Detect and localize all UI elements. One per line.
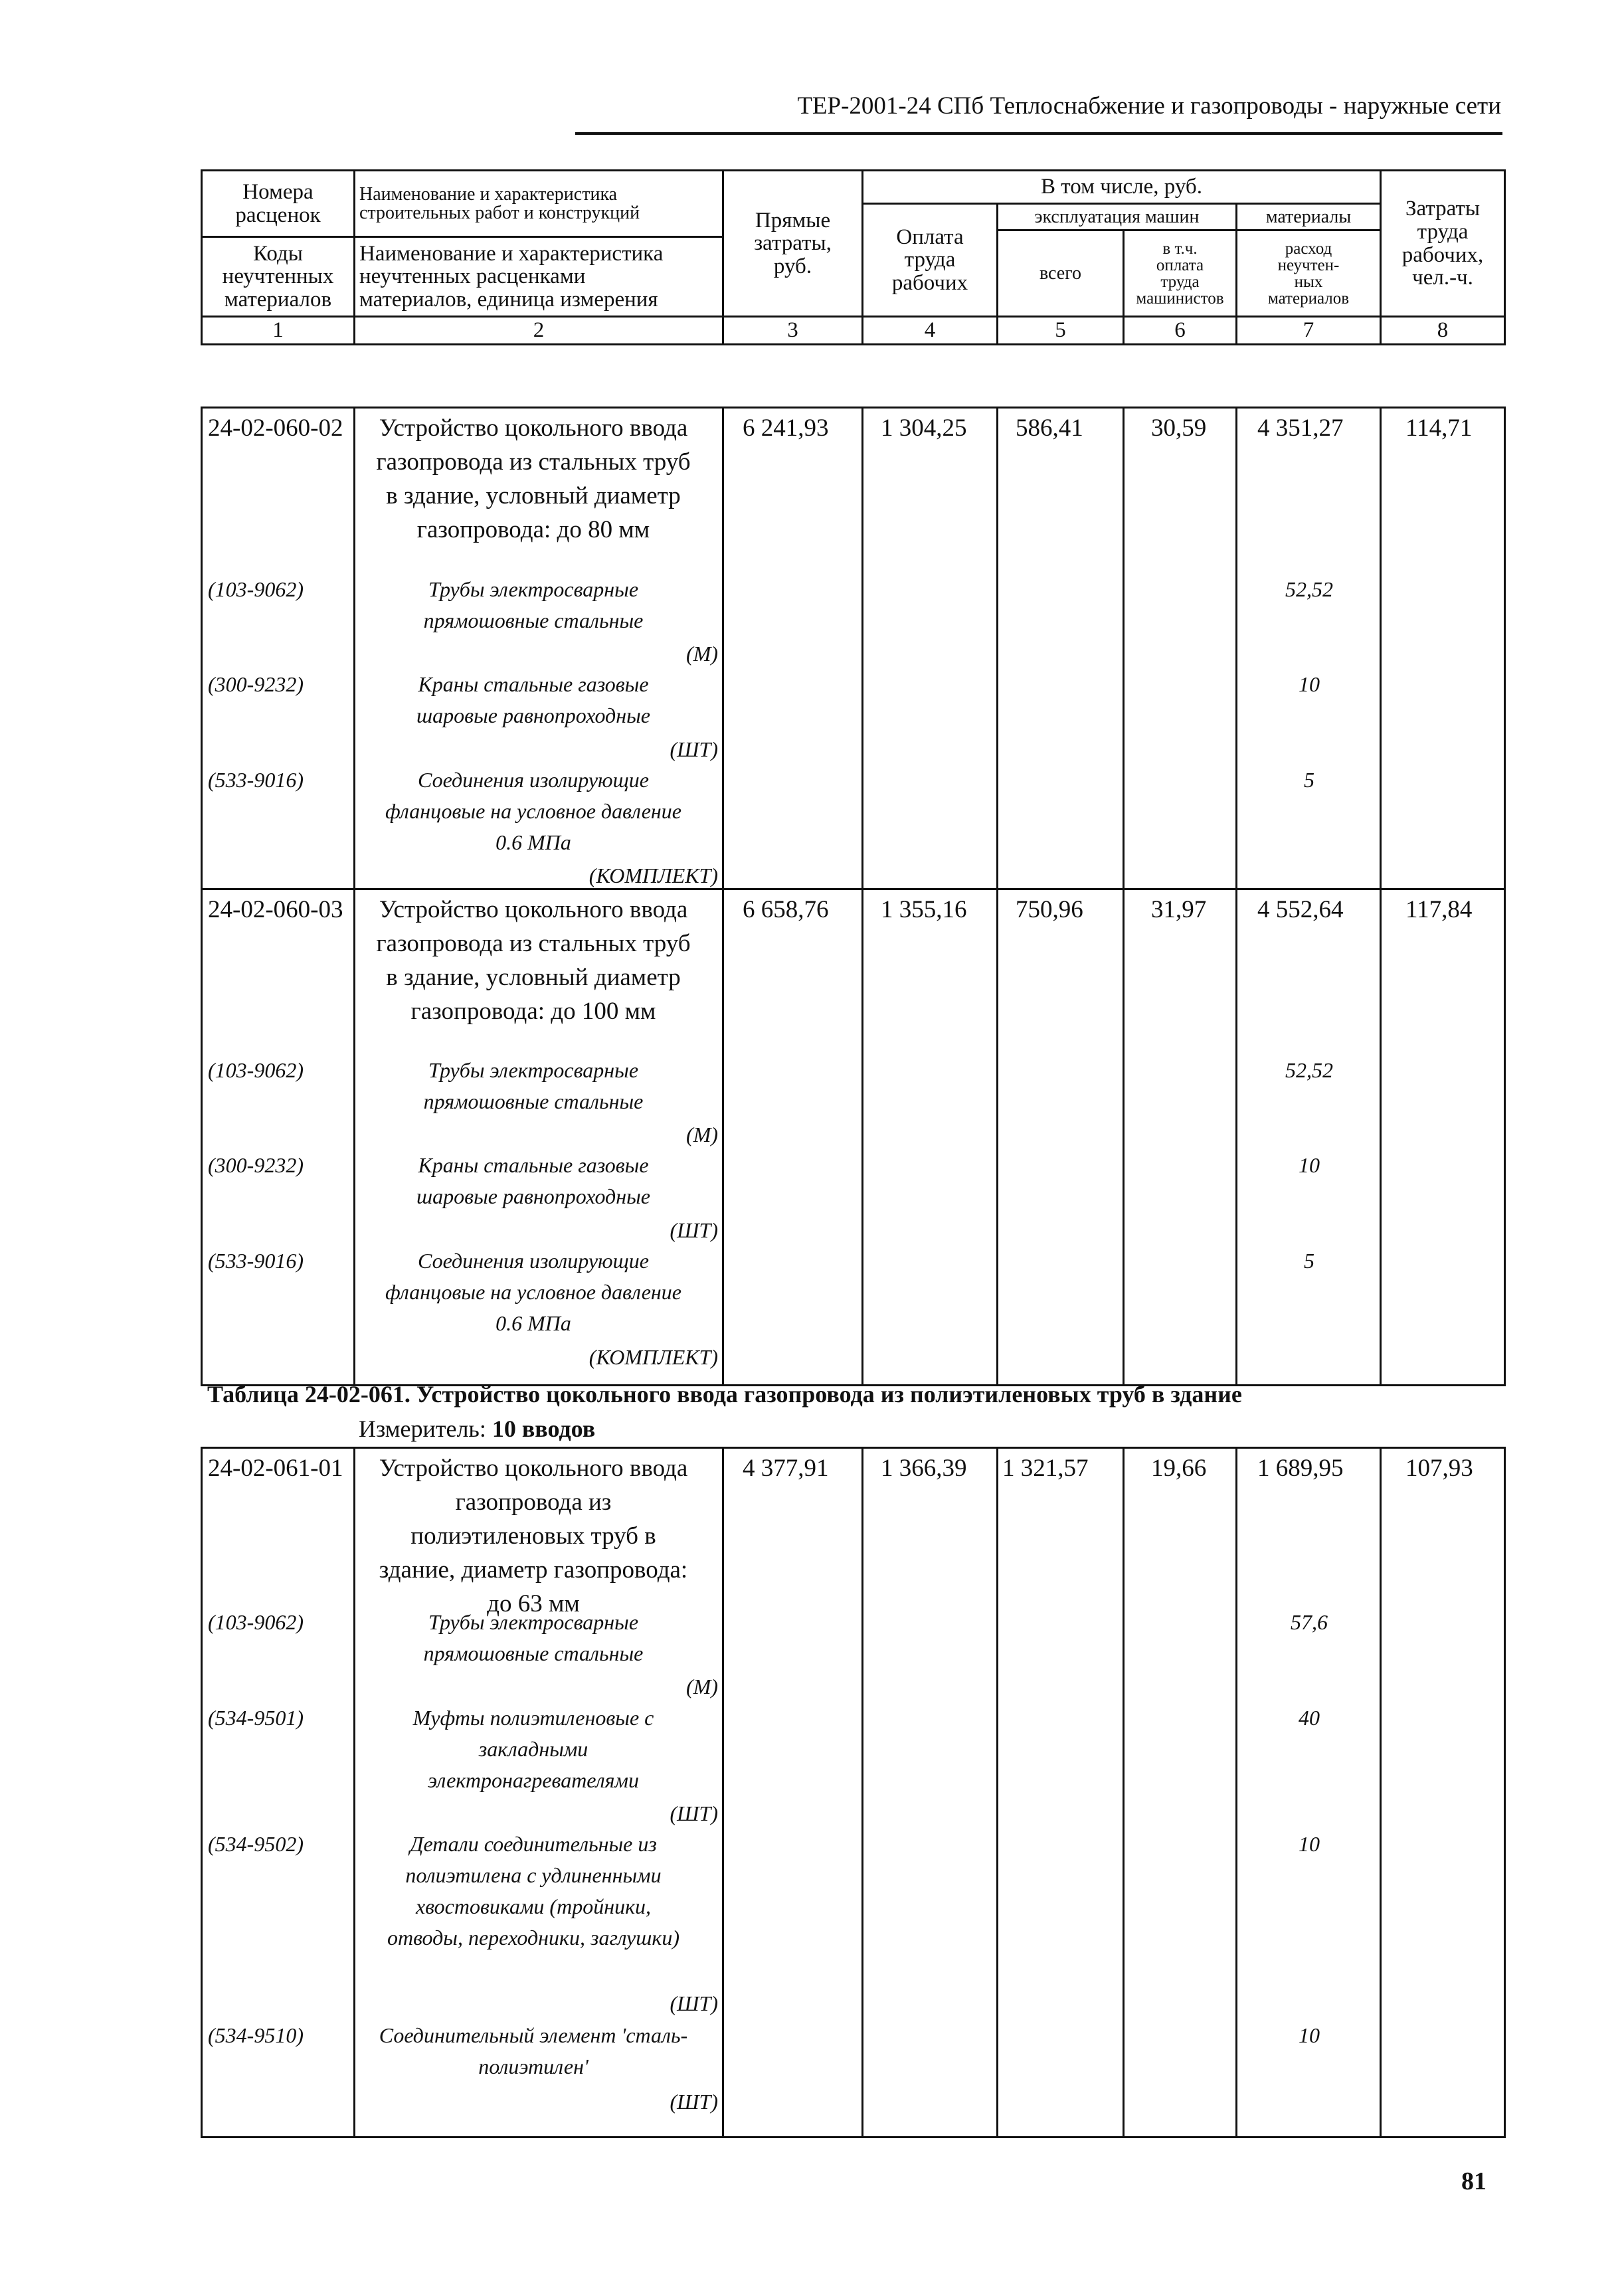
hdr-num-2: 2 xyxy=(355,317,723,345)
hdr-c1-bot: Коды неучтенных материалов xyxy=(202,237,355,317)
material-unit: (М) xyxy=(686,1675,718,1698)
material-name: Трубы электросварные прямошовные стальные xyxy=(423,1610,644,1665)
hdr-c5: всего xyxy=(998,230,1124,317)
material-name: Муфты полиэтиленовые с закладными электронагревателями xyxy=(412,1706,654,1792)
header-rule xyxy=(575,132,1502,135)
hdr-c2-bot: Наименование и характеристика неучтенных расценками материалов, единица измерения xyxy=(355,237,723,317)
rate-row-1-direct-cell xyxy=(723,408,863,889)
hdr-c2-top: Наименование и характеристика строительных работ и конструкций xyxy=(355,171,723,237)
hdr-c6: в т.ч. оплата труда машинистов xyxy=(1124,230,1237,317)
machinist-labor: 19,66 xyxy=(1151,1455,1207,1482)
material-code: (103-9062) xyxy=(208,577,304,601)
material-name: Соединительный элемент 'сталь- полиэтилен' xyxy=(379,2023,688,2078)
hdr-machines: эксплуатация машин xyxy=(998,204,1237,230)
rate-code: 24-02-060-02 xyxy=(208,414,343,442)
machines-cost: 750,96 xyxy=(1016,896,1083,923)
machines-cost: 586,41 xyxy=(1016,414,1083,442)
material-code: (300-9232) xyxy=(208,1153,304,1177)
hdr-group: В том числе, руб. xyxy=(863,171,1381,204)
rate-row-3-mach-cell xyxy=(998,1448,1124,2138)
materials-cost: 1 689,95 xyxy=(1257,1455,1344,1482)
rate-row-3-name-cell xyxy=(355,1448,723,2138)
hdr-materials: материалы xyxy=(1237,204,1381,230)
material-code: (534-9501) xyxy=(208,1706,304,1730)
rate-code: 24-02-061-01 xyxy=(208,1455,343,1482)
page-number: 81 xyxy=(1461,2167,1487,2195)
material-qty: 40 xyxy=(1299,1706,1320,1730)
labor-cost: 1 304,25 xyxy=(881,414,967,442)
hdr-num-5: 5 xyxy=(998,317,1124,345)
meter-label: Измеритель: xyxy=(359,1415,486,1442)
rate-row-1-name-cell xyxy=(355,408,723,889)
rate-name: Устройство цокольного ввода газопровода из полиэтиленовых труб в здание, диаметр газопровода: до 63 мм xyxy=(379,1455,688,1617)
material-code: (300-9232) xyxy=(208,672,304,696)
direct-cost: 4 377,91 xyxy=(743,1455,829,1482)
rate-row-3-mach-labor-cell xyxy=(1124,1448,1237,2138)
labor-hours: 117,84 xyxy=(1405,896,1473,923)
hdr-num-3: 3 xyxy=(723,317,863,345)
rate-row-3-hours-cell xyxy=(1381,1448,1505,2138)
material-code: (534-9502) xyxy=(208,1832,304,1856)
rate-name: Устройство цокольного ввода газопровода из стальных труб в здание, условный диаметр газопровода: до 100 мм xyxy=(376,896,691,1025)
materials-cost: 4 552,64 xyxy=(1257,896,1344,923)
rate-name: Устройство цокольного ввода газопровода из стальных труб в здание, условный диаметр газопровода: до 80 мм xyxy=(376,414,691,543)
material-qty: 10 xyxy=(1299,1153,1320,1177)
material-unit: (КОМПЛЕКТ) xyxy=(588,1345,718,1369)
rate-row-3-materials-cell xyxy=(1237,1448,1381,2138)
material-code: (533-9016) xyxy=(208,1249,304,1273)
hdr-c8: Затраты труда рабочих, чел.-ч. xyxy=(1381,171,1505,317)
labor-cost: 1 366,39 xyxy=(881,1455,967,1482)
material-unit: (ШТ) xyxy=(670,1801,718,1825)
material-name: Краны стальные газовые шаровые равнопроходные xyxy=(416,1153,650,1208)
machines-cost: 1 321,57 xyxy=(1002,1455,1089,1482)
rate-row-1-mach-labor-cell xyxy=(1124,408,1237,889)
meter-line xyxy=(359,1415,595,1443)
hdr-num-4: 4 xyxy=(863,317,998,345)
table-caption: Таблица 24-02-061. Устройство цокольного ввода газопровода из полиэтиленовых труб в здание xyxy=(207,1381,1242,1408)
material-name: Трубы электросварные прямошовные стальные xyxy=(423,577,644,632)
rate-row-2-direct-cell xyxy=(723,889,863,1386)
rate-row-2-hours-cell xyxy=(1381,889,1505,1386)
material-unit: (КОМПЛЕКТ) xyxy=(588,864,718,887)
rate-row-3-direct-cell xyxy=(723,1448,863,2138)
material-qty: 52,52 xyxy=(1285,1058,1333,1082)
rate-code: 24-02-060-03 xyxy=(208,896,343,923)
material-code: (533-9016) xyxy=(208,768,304,792)
material-unit: (ШТ) xyxy=(670,2090,718,2114)
direct-cost: 6 658,76 xyxy=(743,896,829,923)
material-unit: (М) xyxy=(686,1123,718,1146)
direct-cost: 6 241,93 xyxy=(743,414,829,442)
materials-cost: 4 351,27 xyxy=(1257,414,1344,442)
material-qty: 10 xyxy=(1299,672,1320,696)
rate-row-2-name-cell xyxy=(355,889,723,1386)
material-unit: (ШТ) xyxy=(670,737,718,761)
header-table xyxy=(201,169,1506,345)
material-qty: 52,52 xyxy=(1285,577,1333,601)
material-qty: 10 xyxy=(1299,1832,1320,1856)
rate-row-2-mach-cell xyxy=(998,889,1124,1386)
hdr-num-8: 8 xyxy=(1381,317,1505,345)
material-code: (103-9062) xyxy=(208,1058,304,1082)
rate-row-1-materials-cell xyxy=(1237,408,1381,889)
material-code: (534-9510) xyxy=(208,2023,304,2047)
material-name: Соединения изолирующие фланцовые на условное давление 0.6 МПа xyxy=(385,768,681,854)
labor-hours: 114,71 xyxy=(1405,414,1473,442)
rate-row-3-code-cell xyxy=(202,1448,355,2138)
hdr-c7: расход неучтен- ных материалов xyxy=(1237,230,1381,317)
rates-table-060 xyxy=(201,407,1506,1386)
material-name: Детали соединительные из полиэтилена с удлиненными хвостовиками (тройники, отводы, переходники, заглушки) xyxy=(387,1832,680,1950)
material-unit: (ШТ) xyxy=(670,1991,718,2015)
rate-row-1-mach-cell xyxy=(998,408,1124,889)
machinist-labor: 31,97 xyxy=(1151,896,1207,923)
hdr-num-1: 1 xyxy=(202,317,355,345)
material-unit: (ШТ) xyxy=(670,1218,718,1242)
hdr-num-7: 7 xyxy=(1237,317,1381,345)
material-qty: 5 xyxy=(1304,768,1314,792)
rate-row-1-code-cell xyxy=(202,408,355,889)
hdr-c3: Прямые затраты, руб. xyxy=(723,171,863,317)
rate-row-2-code-cell xyxy=(202,889,355,1386)
material-code: (103-9062) xyxy=(208,1610,304,1634)
material-qty: 5 xyxy=(1304,1249,1314,1273)
hdr-c1-top: Номера расценок xyxy=(202,171,355,237)
material-qty: 10 xyxy=(1299,2023,1320,2047)
labor-hours: 107,93 xyxy=(1405,1455,1473,1482)
material-name: Соединения изолирующие фланцовые на условное давление 0.6 МПа xyxy=(385,1249,681,1335)
meter-value: 10 вводов xyxy=(492,1415,596,1442)
rate-row-1-labor-cell xyxy=(863,408,998,889)
rate-row-1-hours-cell xyxy=(1381,408,1505,889)
hdr-num-6: 6 xyxy=(1124,317,1237,345)
machinist-labor: 30,59 xyxy=(1151,414,1207,442)
material-unit: (М) xyxy=(686,642,718,666)
material-name: Краны стальные газовые шаровые равнопроходные xyxy=(416,672,650,727)
rate-row-2-labor-cell xyxy=(863,889,998,1386)
labor-cost: 1 355,16 xyxy=(881,896,967,923)
material-qty: 57,6 xyxy=(1291,1610,1328,1634)
rate-row-2-materials-cell xyxy=(1237,889,1381,1386)
material-name: Трубы электросварные прямошовные стальные xyxy=(423,1058,644,1113)
rate-row-2-mach-labor-cell xyxy=(1124,889,1237,1386)
rate-row-3-labor-cell xyxy=(863,1448,998,2138)
hdr-c4: Оплата труда рабочих xyxy=(863,204,998,317)
running-head: ТЕР-2001-24 СПб Теплоснабжение и газопроводы - наружные сети xyxy=(797,92,1501,120)
rates-table-061 xyxy=(201,1447,1506,2138)
